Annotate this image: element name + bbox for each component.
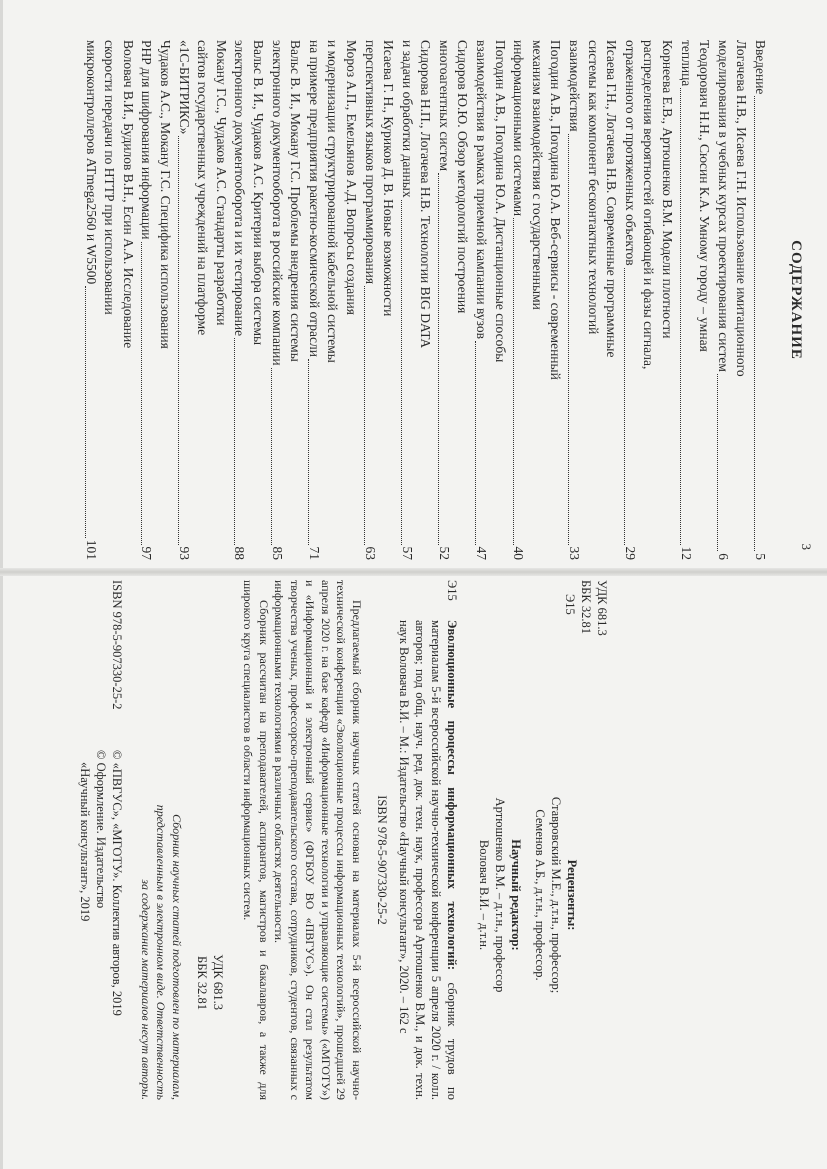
toc-entry-line: Воловач В.И., Будилов В.Н., Есин А.А. Исследование (120, 40, 136, 349)
toc-entry-line: Мороз А.П., Емельянов А.Д. Вопросы создания (343, 40, 359, 315)
toc-title: СОДЕРЖАНИЕ (788, 240, 804, 360)
toc-entry-line: Исаева Г. Н., Куриков Д. В. Новые возможности (381, 40, 397, 317)
page-number: 3 (799, 543, 814, 550)
toc-entry-line: Сидоров Ю.Ю. Обзор методологий построения (455, 40, 471, 314)
author-code: Э15 (563, 594, 577, 615)
repeat-codes (194, 580, 226, 1100)
abstract-2: Сборник рассчитан на преподавателей, аспирантов, магистров и бакалавров, а также для широкого круга специалистов в области информационных систем. (241, 580, 271, 1100)
toc-page-number: 52 (436, 546, 452, 560)
toc-entry-line: теплица (678, 40, 694, 87)
toc-entry-line: Мокану Г.С., Чудаков А.С. Стандарты разработки (213, 40, 229, 326)
toc-leader-dots (178, 136, 179, 544)
toc-page (35, 40, 814, 560)
toc-entry (360, 40, 397, 560)
toc-leader-dots (717, 374, 718, 551)
toc-page-number: 93 (176, 546, 192, 560)
toc-entry (304, 40, 360, 560)
toc-leader-dots (401, 200, 402, 545)
toc-page-number: 29 (622, 546, 638, 560)
page-fold (0, 568, 827, 576)
toc-entry-line: сайтов государственных учреждений на платформе (195, 40, 211, 336)
toc-entry (267, 40, 304, 560)
toc-entry-line: «1С-БИТРИКС» (176, 40, 192, 135)
toc-entry-line: взаимодействия (567, 40, 583, 132)
toc-page-number: 88 (232, 546, 248, 560)
imprint-page (35, 580, 610, 1100)
toc-entry-line: моделирования в учебных курсах проектирования систем (715, 40, 731, 372)
catalog-text: сборник трудов по материалам 5-й всероссийской научно-технической конференции 5 апреля 2020 г. / колл. авторов; под общ. науч. ред. док. техн. наук, профессора Артюшенко В.М., и док. техн. наук Воловача В.И. – М.: Издательство «Научный консультант», 2020. – 162 с (397, 620, 459, 1100)
reviewers-heading: Рецензенты: (565, 859, 579, 931)
toc-entry-line: перспективных языков программирования (362, 40, 378, 285)
toc-entry-line: Корнеева Е.В., Артюшенко В.М. Модели плотности (660, 40, 676, 339)
toc-entry-line: информационными системами (511, 40, 527, 217)
toc-leader-dots (141, 242, 142, 545)
toc-entry-line: Вальс В. И., Чудаков А.С. Критерии выбора системы (250, 40, 266, 346)
toc-entry (509, 40, 565, 560)
toc-entry (564, 40, 620, 560)
toc-page-number: 63 (362, 546, 378, 560)
classification-codes (476, 580, 610, 690)
toc-entry-line: Логачева Н.В., Исаева Г.Н. Использование имитационного (734, 40, 750, 377)
toc-entry-line: системы как компонент бесконтактных технологий (585, 40, 601, 335)
toc-entry-line: Вальс В. И., Мокану Г.С. Проблемы внедрения системы (288, 40, 304, 362)
reviewers-block (476, 690, 610, 1100)
toc-leader-dots (680, 88, 681, 544)
isbn-bottom: ISBN 978-5-907330-25-2 (110, 580, 125, 710)
copyright-2: © Оформление. Издательство (94, 750, 109, 909)
catalog-code: Э15 (445, 580, 459, 601)
toc-entry (81, 40, 137, 560)
toc-page-number: 57 (399, 546, 415, 560)
toc-entry (434, 40, 471, 560)
toc-entry (230, 40, 267, 560)
toc-entry (676, 40, 713, 560)
page-edge (0, 0, 3, 1169)
toc-entry (750, 40, 769, 560)
toc-page-number: 12 (678, 546, 694, 560)
toc-entry-line: электронного документооборота в российские компании (269, 40, 285, 366)
toc-leader-dots (438, 173, 439, 545)
toc-leader-dots (513, 218, 514, 544)
toc-page-number: 47 (474, 546, 490, 560)
responsibility-note: Сборник научных статей подготовлен по материалам, представленным в электронном виде. Ответственность за содержание материалов несут авторы. (139, 804, 184, 1100)
toc-entry-line: Исаева Г.Н., Логачева Н.В. Современные программные (604, 40, 620, 358)
udk-code-2: УДК 681.3 (211, 954, 225, 1010)
toc-page-number: 40 (511, 546, 527, 560)
toc-page-number: 101 (83, 539, 99, 560)
toc-leader-dots (234, 338, 235, 544)
bbk-code: ББК 32.81 (579, 580, 593, 634)
toc-leader-dots (476, 341, 477, 545)
toc-entry (174, 40, 230, 560)
editor-heading: Научный редактор: (509, 839, 523, 951)
toc-page-number: 33 (567, 546, 583, 560)
bbk-code-2: ББК 32.81 (195, 956, 209, 1010)
editor-2: Воловач В.И. – д.т.н. (477, 839, 491, 951)
catalog-title: Эволюционные процессы информационных технологий: (445, 620, 459, 970)
toc-entry-line: Погодин А.В., Погодина Ю.А. Веб-сервисы - современный (548, 40, 564, 380)
toc-entry-line: на примере предприятия ракетно-космической отрасли (306, 40, 322, 357)
editor-1: Артюшенко В.М. – д.т.н., профессор (493, 797, 507, 993)
toc-leader-dots (364, 286, 365, 544)
toc-page-number: 5 (753, 553, 768, 560)
toc-entry-line: Теодорович Н.Н., Сюсин К.А. Умному городу – умная (697, 40, 713, 352)
toc-leader-dots (754, 96, 755, 551)
toc-leader-dots (271, 368, 272, 545)
toc-entry (620, 40, 676, 560)
toc-entry-line: Введение (753, 40, 768, 95)
catalog-card (374, 580, 460, 1100)
toc-entry-line: механизм взаимодействия с государственными (529, 40, 545, 310)
copyright-1: © «ПВГУС», «МГОТУ». Коллектив авторов, 2019 (110, 750, 125, 1016)
toc-page-number: 97 (139, 546, 155, 560)
toc-entry-line: отраженного от протяженных объектов (622, 40, 638, 266)
toc-entry-line: электронного документооборота и их тестирование (232, 40, 248, 337)
reviewer-2: Семенов А.Б., д.т.н., профессор. (533, 809, 547, 981)
toc-entry-line: и задачи обработки данных (399, 40, 415, 198)
toc-entry-line: PHP для шифрования информации (139, 40, 155, 240)
isbn-line: ISBN 978-5-907330-25-2 (375, 795, 389, 925)
abstract-1: Предлагаемый сборник научных статей основан на материалах 5-й всероссийской научно-технической конференции «Эволюционные процессы информационных технологий», прошедшей 29 апреля 2020 г. на базе кафедр «Информационные технологии и управляющие системы» («МГОТУ») и «Информационный и электронный сервис» (ФГБОУ ВО «ПВГУС»). Он стал результатом творчества ученых, профессорско-преподавательского состава, сотрудников, студентов, связанных с информационными технологиями в различных областях деятельности. (272, 580, 364, 1100)
toc-leader-dots (85, 286, 86, 538)
toc-entry (397, 40, 434, 560)
toc-leader-dots (568, 134, 569, 545)
toc-entry-line: распределения вероятностей огибающей и фазы сигнала, (641, 40, 657, 370)
udk-code: УДК 681.3 (595, 580, 609, 636)
toc-entry-line: и модернизации структурированной кабельной системы (325, 40, 341, 363)
toc-list (81, 40, 769, 560)
toc-entry-line: Погодин А.В., Погодина Ю.А. Дистанционные способы (492, 40, 508, 363)
reviewer-1: Ставровский М.Е., д.т.н., профессор; (549, 796, 563, 994)
toc-entry-line: многоагентных систем (436, 40, 452, 171)
toc-entry (137, 40, 174, 560)
toc-page-number: 71 (306, 546, 322, 560)
toc-leader-dots (308, 359, 309, 545)
toc-page-number: 6 (715, 553, 731, 560)
toc-leader-dots (624, 268, 625, 545)
copyright-block (78, 580, 126, 1100)
toc-entry (472, 40, 509, 560)
toc-entry-line: микроконтроллеров ATmega2560 и W5500 (83, 40, 99, 285)
toc-entry-line: Сидорова Н.П., Логачева Н.В. Технологии BIG DATA (418, 40, 434, 349)
copyright-3: «Научный консультант», 2019 (78, 762, 93, 922)
toc-entry-line: скорости передачи по HTTP при использовании (102, 40, 118, 315)
toc-entry-line: взаимодействия в рамках приемной кампании вузов (474, 40, 490, 339)
toc-page-number: 85 (269, 546, 285, 560)
toc-entry (713, 40, 750, 560)
toc-entry-line: Чудаков А.С., Мокану Г.С. Специфика использования (158, 40, 173, 349)
